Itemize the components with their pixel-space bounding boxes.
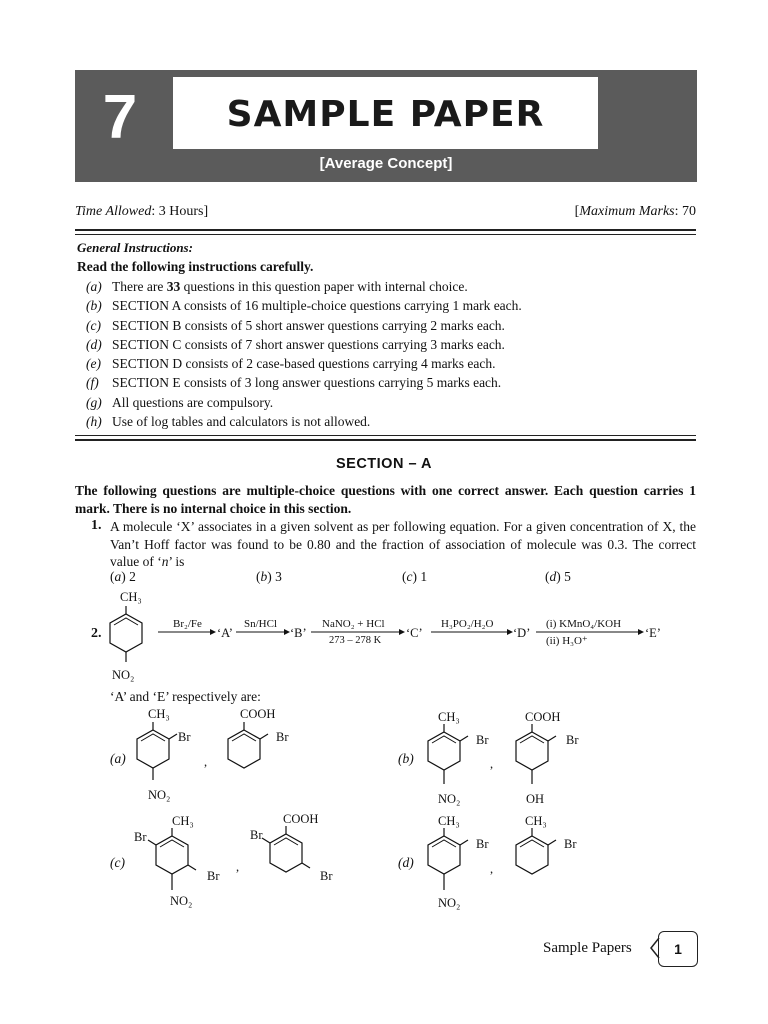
substituent-label: CH₃ xyxy=(438,710,460,724)
condition-label: 273 – 278 K xyxy=(329,635,382,646)
reagent-label: NaNO₂ + HCl xyxy=(322,618,385,630)
product-label: ‘B’ xyxy=(290,626,307,640)
instruction-item: (a) There are 33 questions in this question paper with internal choice. xyxy=(86,279,468,294)
substituent-label: Br xyxy=(207,869,220,883)
question-text: A molecule ‘X’ associates in a given solvent as per following equation. For a given concentration of X, the Van’t Hoff factor was found to be 0.80 and the fraction of association of molecule was 0.3. The correct value of ‘n’ is xyxy=(110,519,696,569)
reaction-arrow xyxy=(158,628,216,636)
substituent-label: COOH xyxy=(525,710,561,724)
option-label: (a) xyxy=(110,751,126,766)
paper-title: SAMPLE PAPER xyxy=(173,77,598,149)
instruction-item: (b) SECTION A consists of 16 multiple-choice questions carrying 1 mark each. xyxy=(86,298,522,314)
time-allowed: Time Allowed: 3 Hours] xyxy=(75,204,209,219)
answer-option: (a) 2 xyxy=(110,569,136,584)
substituent-label: CH₃ xyxy=(148,707,170,721)
instructions-list xyxy=(86,277,522,431)
separator: , xyxy=(490,757,494,771)
question-number: 2. xyxy=(91,626,102,641)
paper-number: 7 xyxy=(102,83,138,152)
substituent-label: Br xyxy=(178,730,191,744)
section-description: The following questions are multiple-choice questions with one correct answer. Each question carries 1 mark. There is no internal choice in this section. xyxy=(75,483,696,516)
substituent-label: Br xyxy=(564,837,577,851)
substituent-label: COOH xyxy=(240,707,276,721)
benzene-ring xyxy=(108,606,144,662)
option-label: (b) xyxy=(398,751,414,766)
reagent-label: Br₂/Fe xyxy=(173,618,202,630)
footer-label: Sample Papers xyxy=(543,940,632,956)
question-text: ‘A’ and ‘E’ respectively are: xyxy=(110,689,261,704)
substituent-label: NO₂ xyxy=(438,896,461,910)
substituent-label: Br xyxy=(320,869,333,883)
substituent-label: OH xyxy=(526,792,545,806)
reaction-arrow xyxy=(431,628,513,636)
product-label: ‘A’ xyxy=(217,626,233,640)
substituent-label: Br xyxy=(476,733,489,747)
answer-option: (c) 1 xyxy=(402,569,428,584)
page-number: 1 xyxy=(658,931,698,967)
divider xyxy=(75,234,696,235)
substituent-label: COOH xyxy=(283,812,319,826)
separator: , xyxy=(204,755,208,769)
substituent-label: CH₃ xyxy=(172,814,194,828)
reagent-label: H₃PO₂/H₂O xyxy=(441,618,494,630)
benzene-ring xyxy=(424,828,468,890)
substituent-label: NO₂ xyxy=(170,894,193,908)
answer-option: (b) 3 xyxy=(256,569,282,584)
benzene-ring xyxy=(262,826,318,878)
question-number: 1. xyxy=(91,518,102,533)
instructions-intro: Read the following instructions carefully. xyxy=(77,259,314,274)
benzene-ring xyxy=(510,828,558,880)
instruction-item: (g) All questions are compulsory. xyxy=(86,394,274,410)
substituent-label: CH₃ xyxy=(525,814,547,828)
instruction-item: (c) SECTION B consists of 5 short answer questions carrying 2 marks each. xyxy=(86,317,505,333)
divider xyxy=(75,435,696,436)
divider xyxy=(75,229,696,231)
benzene-ring xyxy=(510,724,558,784)
reagent-label: Sn/HCl xyxy=(244,618,278,630)
product-label: ‘C’ xyxy=(406,626,423,640)
substituent-label: NO₂ xyxy=(112,668,135,682)
section-title: SECTION – A xyxy=(335,456,432,472)
benzene-ring xyxy=(133,722,175,780)
option-label: (d) xyxy=(398,855,414,870)
substituent-label: NO₂ xyxy=(148,788,171,802)
reagent-label: (ii) H₃O⁺ xyxy=(546,635,588,647)
instruction-item: (f) SECTION E consists of 3 long answer questions carrying 5 marks each. xyxy=(86,375,502,391)
substituent-label: Br xyxy=(134,830,147,844)
benzene-ring xyxy=(424,724,468,784)
option-label: (c) xyxy=(110,855,125,870)
separator: , xyxy=(490,862,494,876)
substituent-label: Br xyxy=(250,828,263,842)
instruction-item: (e) SECTION D consists of 2 case-based questions carrying 4 marks each. xyxy=(86,356,496,372)
maximum-marks: [Maximum Marks: 70 xyxy=(574,204,696,219)
substituent-label: CH₃ xyxy=(120,590,142,604)
reaction-arrow xyxy=(236,628,290,636)
benzene-ring xyxy=(148,828,204,890)
reagent-label: (i) KMnO₄/KOH xyxy=(546,618,622,630)
substituent-label: Br xyxy=(476,837,489,851)
substituent-label: Br xyxy=(566,733,579,747)
instructions-heading: General Instructions: xyxy=(77,240,193,255)
paper-subtitle: [Average Concept] xyxy=(319,155,453,172)
answer-option: (d) 5 xyxy=(545,569,571,584)
instruction-item: (h) Use of log tables and calculators is not allowed. xyxy=(86,414,371,430)
product-label: ‘E’ xyxy=(645,626,661,640)
divider xyxy=(75,439,696,441)
product-label: ‘D’ xyxy=(513,626,531,640)
substituent-label: CH₃ xyxy=(438,814,460,828)
separator: , xyxy=(236,860,240,874)
instruction-item: (d) SECTION C consists of 7 short answer questions carrying 3 marks each. xyxy=(86,336,505,352)
benzene-ring xyxy=(222,722,268,772)
substituent-label: NO₂ xyxy=(438,792,461,806)
substituent-label: Br xyxy=(276,730,289,744)
